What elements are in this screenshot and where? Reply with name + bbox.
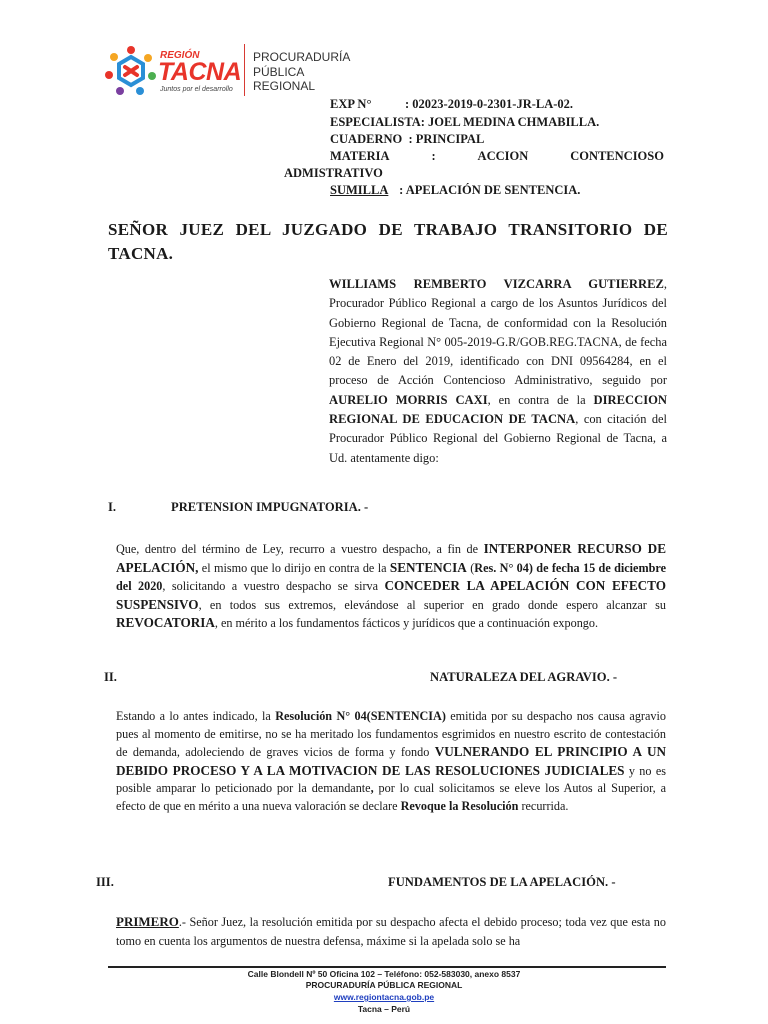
section-3-number: III. <box>96 875 114 889</box>
section-1-title: PRETENSION IMPUGNATORIA. - <box>171 500 369 514</box>
demandante-name: AURELIO MORRIS CAXI <box>329 392 488 407</box>
section-2-title: NATURALEZA DEL AGRAVIO. - <box>430 670 618 684</box>
logo-office-name: PROCURADURÍA PÚBLICA REGIONAL <box>253 50 351 93</box>
section-2-paragraph: Estando a lo antes indicado, la Resolución N° 04(SENTENCIA) emitida por su despacho nos causa agravio pues al momento de emitirse, no se ha meritado los fundamentos esgrimidos en nuestro escrito de contestación de demanda, adoleciendo de graves vicios de forma y fondo VULNERANDO EL PRINCIPIO A UN DEBIDO PROCESO Y A LA MOTIVACION DE LAS RESOLUCIONES JUDICIALES y no es posible amparar lo peticionado por la demandante, por lo cual solicitamos se eleve los Autos al Superior, a efecto de que en mérito a una nueva valoración se declare Revoque la Resolución recurrida. <box>116 709 666 813</box>
footer-city: Tacna – Perú <box>357 1004 411 1014</box>
materia-colon: : <box>431 149 436 163</box>
materia-word-2: CONTENCIOSO <box>570 149 664 163</box>
materia-word-1: ACCION <box>477 149 529 163</box>
document-title: SEÑOR JUEZ DEL JUZGADO DE TRABAJO TRANSITORIO DE TACNA. <box>108 220 668 263</box>
logo-tagline: Juntos por el desarrollo <box>160 86 233 93</box>
section-1-number: I. <box>108 500 117 514</box>
logo-tacna-text: TACNA <box>158 58 242 86</box>
logo-divider <box>244 44 245 96</box>
materia-label: MATERIA <box>330 149 390 163</box>
materia-continuation: ADMISTRATIVO <box>284 166 383 180</box>
section-1-paragraph: Que, dentro del término de Ley, recurro a vuestro despacho, a fin de INTERPONER RECURSO DE APELACIÓN, el mismo que lo dirijo en contra de la SENTENCIA (Res. N° 04) de fecha 15 de diciembre del 2020, solicitando a vuestro despacho se sirva CONCEDER LA APELACIÓN CON EFECTO SUSPENSIVO, en todos sus extremos, elevándose al superior en grado donde espero alcanzar su REVOCATORIA, en mérito a los fundamentos fácticos y jurídicos que a continuación expongo. <box>116 541 666 630</box>
section-3-paragraph: PRIMERO.- Señor Juez, la resolución emitida por su despacho afecta el debido proceso; toda vez que esta no tomo en cuenta los argumentos de nuestra defensa, máxime si la apelada solo se ha <box>116 914 666 948</box>
materia-line <box>330 148 664 165</box>
footer-divider <box>108 966 666 968</box>
footer-website <box>0 992 768 1004</box>
exp-line <box>330 96 573 113</box>
exp-label: EXP N° <box>330 97 372 111</box>
sumilla-value: : APELACIÓN DE SENTENCIA. <box>396 183 581 197</box>
especialista-line: ESPECIALISTA: JOEL MEDINA CHMABILLA. <box>330 115 600 129</box>
exp-value: : 02023-2019-0-2301-JR-LA-02. <box>405 97 574 111</box>
logo-region-text: REGIÓN <box>160 50 200 61</box>
sumilla-label: SUMILLA <box>330 183 389 197</box>
demandado-name: DIRECCION REGIONAL DE EDUCACION DE TACNA <box>329 392 667 427</box>
section-3-title: FUNDAMENTOS DE LA APELACIÓN. - <box>388 875 616 889</box>
intro-paragraph: WILLIAMS REMBERTO VIZCARRA GUTIERREZ, Procurador Público Regional a cargo de los Asuntos Jurídicos del Gobierno Regional de Tacna, de conformidad con la Resolución Ejecutiva Regional N° 005-2019-G.R/GOB.REG.TACNA, de fecha 02 de Enero del 2019, identificado con DNI 09564284, en el proceso de Acción Contencioso Administrativo, seguido por AURELIO MORRIS CAXI, en contra de la DIRECCION REGIONAL DE EDUCACION DE TACNA, con citación del Procurador Público Regional del Gobierno Regional de Tacna, a Ud. atentamente digo: <box>329 277 668 465</box>
section-2-number: II. <box>104 670 117 684</box>
region-tacna-logo-icon <box>104 44 158 98</box>
primero-label: PRIMERO <box>116 914 179 929</box>
sumilla-line <box>330 182 580 199</box>
procurador-name: WILLIAMS REMBERTO VIZCARRA GUTIERREZ <box>329 277 664 291</box>
footer-office: PROCURADURÍA PÚBLICA REGIONAL <box>305 980 463 990</box>
website-link[interactable]: www.regiontacna.gob.pe <box>333 992 435 1002</box>
cuaderno-line: CUADERNO : PRINCIPAL <box>330 132 485 146</box>
footer-address: Calle Blondell Nº 50 Oficina 102 – Teléfono: 052-583030, anexo 8537 <box>247 969 521 979</box>
